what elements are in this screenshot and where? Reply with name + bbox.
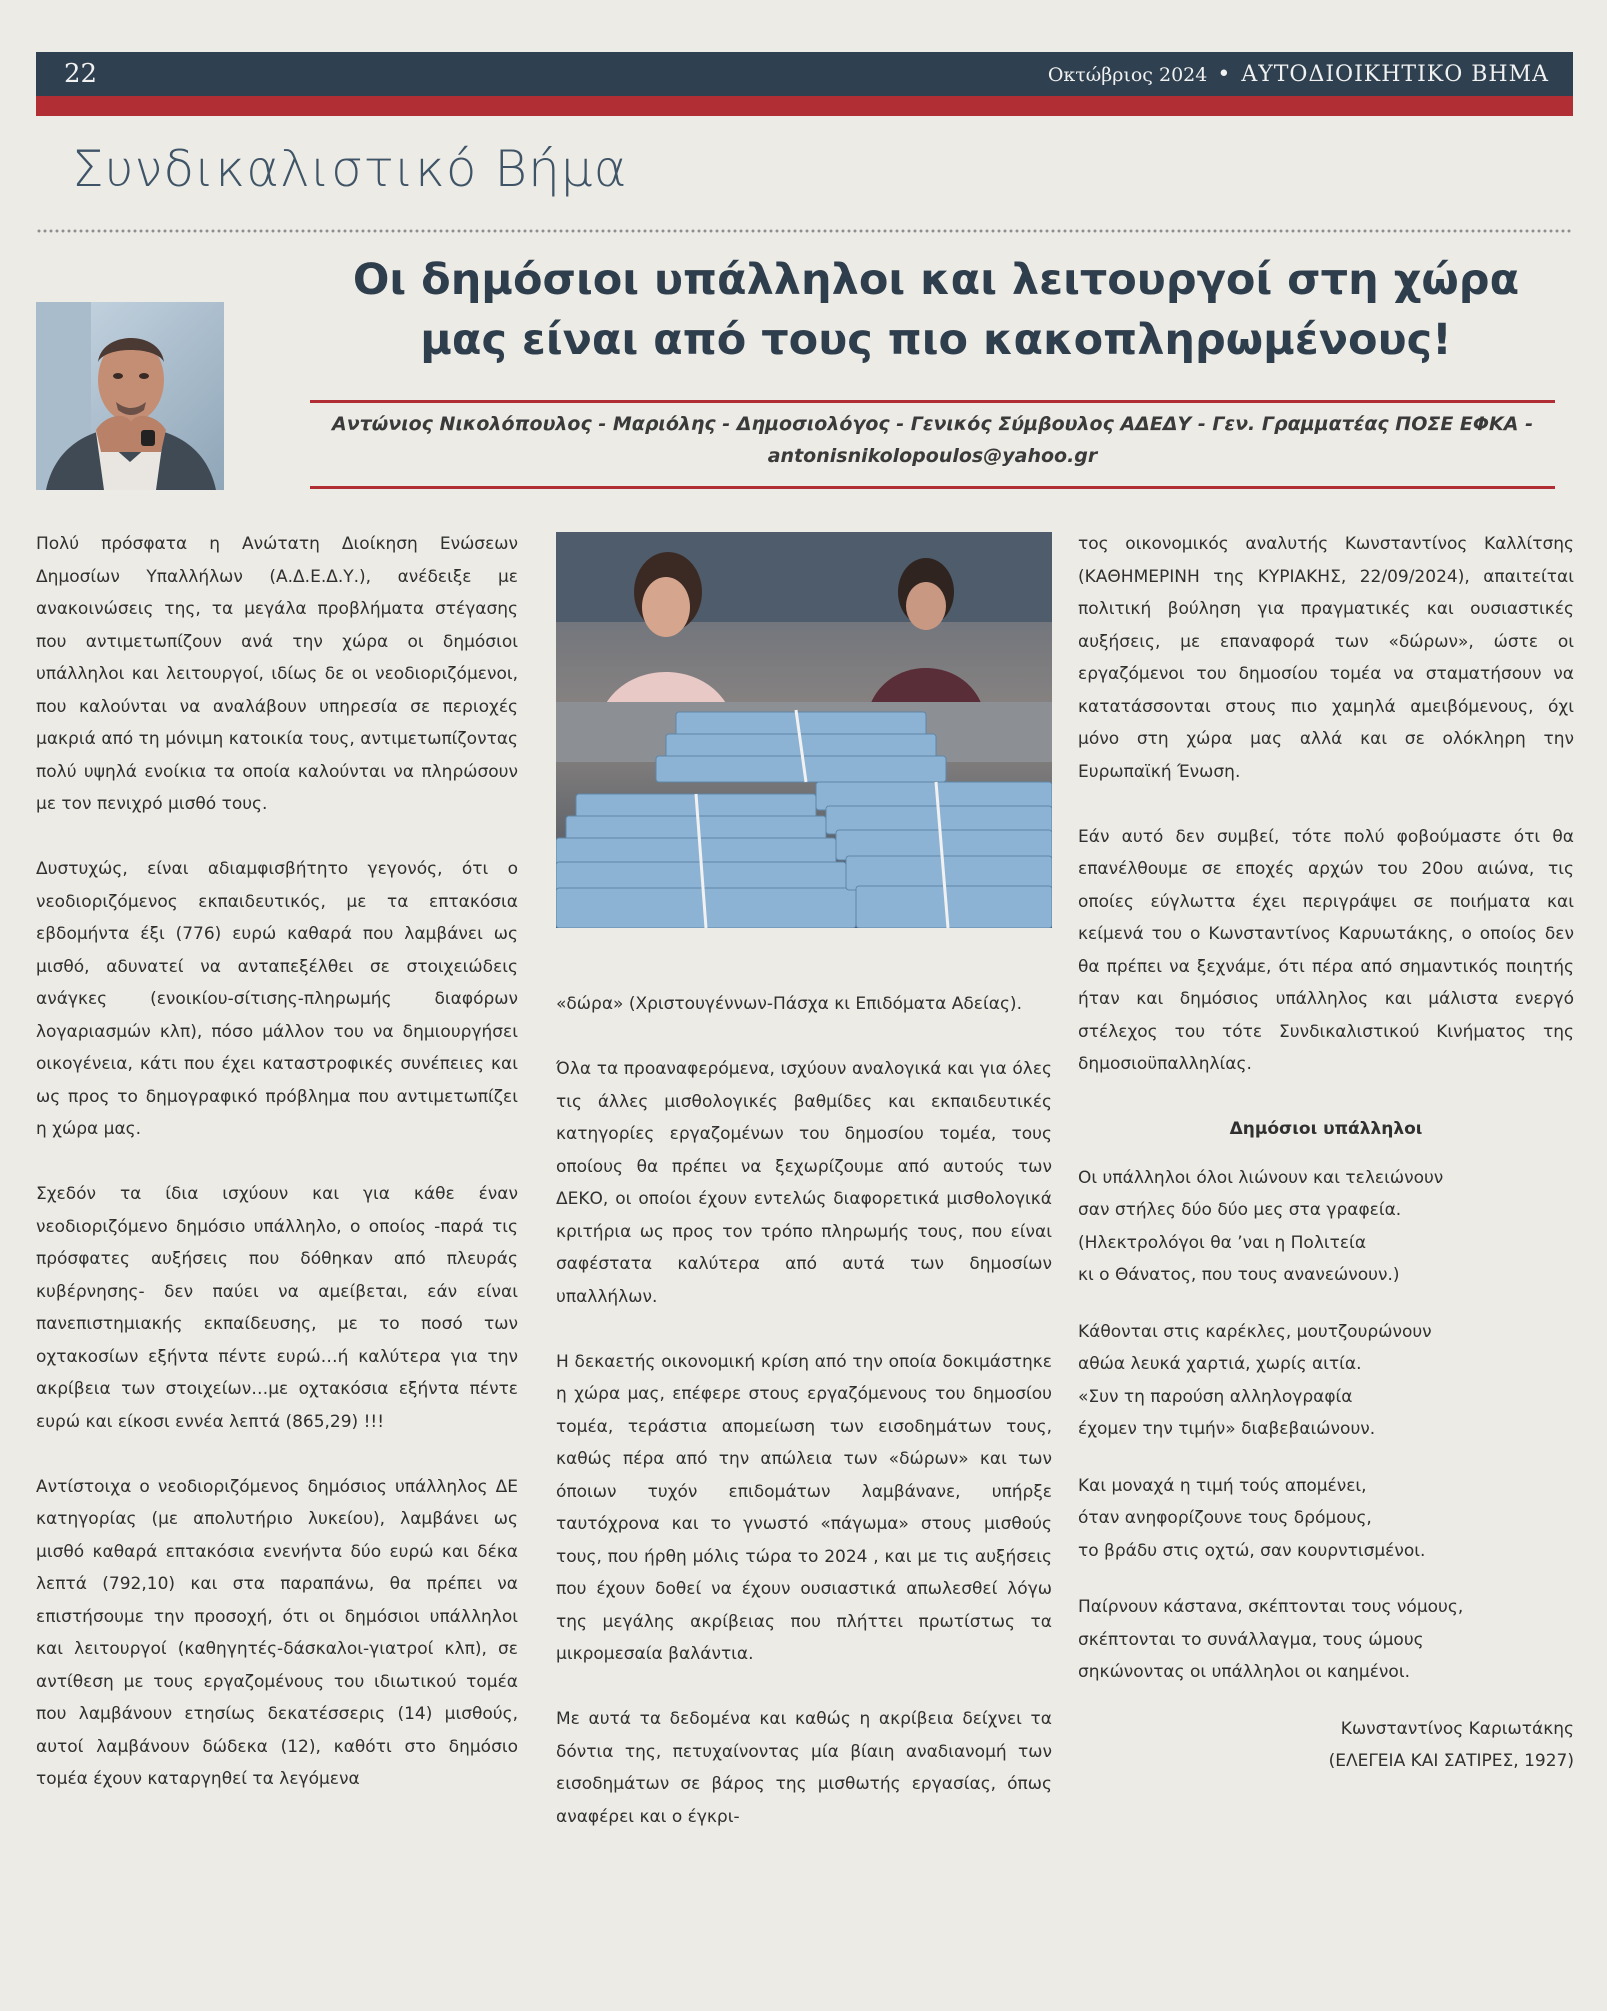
publication-name: ΑΥΤΟΔΙΟΙΚΗΤΙΚΟ ΒΗΜΑ <box>1241 62 1549 87</box>
poem-line: σαν στήλες δύο δύο μες στα γραφεία. <box>1078 1200 1402 1220</box>
page-header-bar <box>36 52 1573 96</box>
poem-author: Κωνσταντίνος Καριωτάκης <box>1340 1718 1574 1739</box>
poem-source: (ΕΛΕΓΕΙΑ ΚΑΙ ΣΑΤΙΡΕΣ, 1927) <box>1328 1751 1574 1771</box>
headline-line-1: Οι δημόσιοι υπάλληλοι και λειτουργοί στη χώρα <box>352 255 1520 305</box>
article-headline <box>300 250 1572 370</box>
column-2-text <box>556 988 1052 1866</box>
headline-line-2: μας είναι από τους πιο κακοπληρωμένους! <box>420 315 1452 365</box>
paragraph: Δυστυχώς, είναι αδιαμφισβήτητο γεγονός, ότι ο νεοδιοριζόμενος εκπαιδευτικός, με τα επτακόσια εβδομήντα έξι (776) ευρώ καθαρά που λαμβάνει ως μισθό, αδυνατεί να ανταπεξέλθει σε στοιχειώδεις ανάγκες (ενοικίου-σίτισης-πληρωμής διαφόρων λογαριασμών κλπ), πόσο μάλλον του να δημιουργήσει οικογένεια, κάτι που έχει καταστροφικές συνέπειες και ως προς το δημογραφικό πρόβλημα που αντιμετωπίζει η χώρα μας. <box>36 859 518 1139</box>
paragraph: Με αυτά τα δεδομένα και καθώς η ακρίβεια δείχνει τα δόντια της, πετυχαίνοντας μία βίαιη αναδιανομή των εισοδημάτων σε βάρος της μισθωτής εργασίας, όπως αναφέρει και ο έγκρι- <box>556 1709 1052 1827</box>
header-separator: • <box>1217 62 1232 87</box>
poem-line: Και μοναχά η τιμή τούς απομένει, <box>1078 1475 1367 1496</box>
poem-attribution <box>1078 1713 1574 1778</box>
paragraph: Σχεδόν τα ίδια ισχύουν και για κάθε έναν νεοδιοριζόμενο δημόσιο υπάλληλο, ο οποίος -παρά τις πρόσφατες αυξήσεις που δόθηκαν από πλευράς κυβέρνησης- δεν παύει να αμείβεται, εάν είναι πανεπιστημιακής εκπαίδευσης, με το ποσό των οχτακοσίων εξήντα πέντε ευρώ…ή καλύτερα για την ακρίβεια των στοιχείων…με οχτακόσια εξήντα πέντε ευρώ και είκοσι εννέα λεπτά (865,29) !!! <box>36 1184 518 1432</box>
byline-email: antonisnikolopoulos@yahoo.gr <box>767 445 1098 467</box>
author-portrait-image <box>36 302 224 490</box>
paragraph: «δώρα» (Χριστουγέννων-Πάσχα κι Επιδόματα Αδείας). <box>556 994 1022 1014</box>
poem-stanza <box>1078 1470 1574 1568</box>
poem-line: κι ο Θάνατος, που τους ανανεώνουν.) <box>1078 1265 1400 1285</box>
byline-top-rule <box>310 400 1555 403</box>
dotted-divider <box>36 228 1573 236</box>
header-right <box>1048 62 1549 87</box>
byline-author: Αντώνιος Νικολόπουλος - Μαριόλης - Δημοσιολόγος - Γενικός Σύμβουλος ΑΔΕΔΥ - Γεν. Γραμματέας ΠΟΣΕ ΕΦΚΑ - <box>332 413 1533 435</box>
author-photo <box>36 302 224 490</box>
article-column-3 <box>1078 528 1574 1778</box>
poem-line: (Ηλεκτρολόγοι θα ’ναι η Πολιτεία <box>1078 1232 1367 1253</box>
poem-title: Δημόσιοι υπάλληλοι <box>1229 1119 1423 1139</box>
article-byline <box>310 408 1555 472</box>
poem-line: Παίρνουν κάστανα, σκέπτονται τους νόμους, <box>1078 1597 1464 1617</box>
section-title: Συνδικαλιστικό Βήμα <box>72 140 628 198</box>
poem-stanza <box>1078 1591 1574 1689</box>
poem-line: Κάθονται στις καρέκλες, μουτζουρώνουν <box>1078 1321 1432 1342</box>
poem-line: σηκώνοντας οι υπάλληλοι οι καημένοι. <box>1078 1662 1410 1682</box>
page-number: 22 <box>64 59 98 89</box>
paragraph: Όλα τα προαναφερόμενα, ισχύουν αναλογικά και για όλες τις άλλες μισθολογικές βαθμίδες και εκπαιδευτικές κατηγορίες εργαζομένων του δημοσίου τομέα, τους οποίους θα πρέπει να ξεχωρίζουμε από αυτούς των ΔΕΚΟ, οι οποίοι έχουν εντελώς διαφορετικά μισθολογικά κριτήρια ως προς τον τρόπο πληρωμής τους, που είναι σαφέστατα καλύτερα από αυτά των δημοσίων υπαλλήλων. <box>556 1059 1052 1307</box>
paragraph: Εάν αυτό δεν συμβεί, τότε πολύ φοβούμαστε ότι θα επανέλθουμε σε εποχές αρχών του 20ου αιώνα, τις οποίες εύγλωττα έχει περιγράψει σε ποιήματα και κείμενά του ο Κωνσταντίνος Καρυωτάκης, ο οποίος δεν θα πρέπει να ξεχνάμε, ότι πέρα από σημαντικός ποιητής ήταν και δημόσιος υπάλληλος και μάλιστα ενεργό στέλεχος του τότε Συνδικαλιστικού Κινήματος της δημοσιοϋπαλληλίας. <box>1078 826 1574 1074</box>
poem-line: έχομεν την τιμήν» διαβεβαιώνουν. <box>1078 1419 1376 1439</box>
poem-stanza <box>1078 1316 1574 1446</box>
poem-line: το βράδυ στις οχτώ, σαν κουρντισμένοι. <box>1078 1540 1426 1561</box>
paragraph: Η δεκαετής οικονομική κρίση από την οποία δοκιμάστηκε η χώρα μας, επέφερε στους εργαζόμενους του δημοσίου τομέα, τεράστια απομείωση των εισοδημάτων τους, καθώς πέρα από την απώλεια των «δώρων» και των όποιων τυχόν επιδομάτων λαμβάνανε, υπήρξε ταυτόχρονα και το γνωστό «πάγωμα» στους μισθούς τους, που ήρθη μόλις τώρα το 2024 , και με τις αυξήσεις που έχουν δοθεί να έχουν ουσιαστικά απωλεσθεί λόγω της μεγάλης ακρίβειας που πλήττει πρωτίστως τα μικρομεσαία βαλάντια. <box>556 1351 1052 1664</box>
article-column-2 <box>556 528 1052 1968</box>
paragraph: Πολύ πρόσφατα η Ανώτατη Διοίκηση Ενώσεων Δημοσίων Υπαλλήλων (Α.Δ.Ε.Δ.Υ.), ανέδειξε με ανακοινώσεις της, τα μεγάλα προβλήματα στέγασης που αντιμετωπίζουν ανά την χώρα οι δημόσιοι υπάλληλοι και λειτουργοί, ιδίως δε οι νεοδιοριζόμενοι, που καλούνται να αναλάβουν υπηρεσία σε περιοχές μακριά από τη μόνιμη κατοικία τους, αντιμετωπίζοντας πολύ υψηλά ενοίκια τα οποία καλούνται να πληρώσουν με τον πενιχρό μισθό τους. <box>36 534 518 814</box>
poem-line: «Συν τη παρούση αλληλογραφία <box>1078 1386 1353 1407</box>
article-column-1 <box>36 528 518 1828</box>
poem-line: σκέπτονται το συνάλλαγμα, τους ώμους <box>1078 1629 1424 1650</box>
poem-line: όταν ανηφορίζουνε τους δρόμους, <box>1078 1508 1372 1528</box>
header-accent-stripe <box>36 96 1573 116</box>
issue-month: Οκτώβριος 2024 <box>1047 64 1208 86</box>
poem-stanza <box>1078 1162 1574 1292</box>
byline-bottom-rule <box>310 486 1555 489</box>
poem-line: Οι υπάλληλοι όλοι λιώνουν και τελειώνουν <box>1078 1167 1444 1188</box>
paragraph: Αντίστοιχα ο νεοδιοριζόμενος δημόσιος υπάλληλος ΔΕ κατηγορίας (με απολυτήριο λυκείου), λαμβάνει ως μισθό καθαρά επτακόσια ενενήντα δύο ευρώ και δέκα λεπτά (792,10) και στα παραπάνω, θα πρέπει να επιστήσουμε την προσοχή, ότι οι δημόσιοι υπάλληλοι και λειτουργοί (καθηγητές-δάσκαλοι-γιατροί κλπ), σε αντίθεση με τους εργαζομένους του ιδιωτικού τομέα που λαμβάνουν ετησίως δεκατέσσερις (14) μισθούς, αυτοί λαμβάνουν δώδεκα (12), καθότι στο δημόσιο τομέα έχουν καταργηθεί τα λεγόμενα <box>36 1476 518 1789</box>
paragraph: τος οικονομικός αναλυτής Κωνσταντίνος Καλλίτσης (ΚΑΘΗΜΕΡΙΝΗ της ΚΥΡΙΑΚΗΣ, 22/09/2024), απαιτείται πολιτική βούληση για πραγματικές και ουσιαστικές αυξήσεις, με επαναφορά των «δώρων», ώστε οι εργαζόμενοι του δημοσίου τομέα να σταματήσουν να κατατάσσονται στους πιο χαμηλά αμειβόμενους, όχι μόνο στη χώρα μας αλλά και σε ολόκληρη την Ευρωπαϊκή Ένωση. <box>1078 534 1574 782</box>
poem-line: αθώα λευκά χαρτιά, χωρίς αιτία. <box>1078 1354 1362 1374</box>
